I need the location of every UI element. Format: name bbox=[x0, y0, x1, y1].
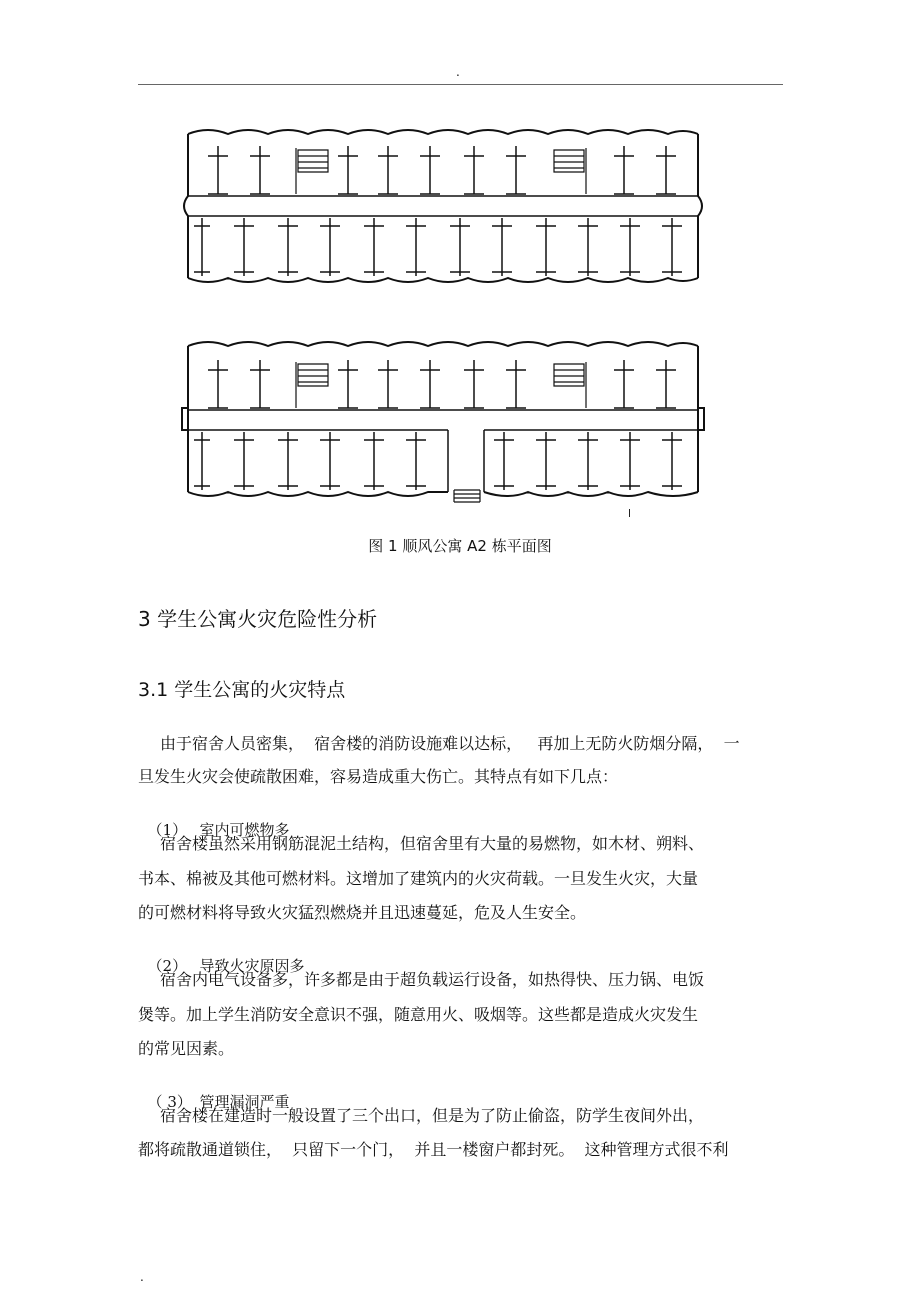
item-2-line-3: 的常见因素。 bbox=[138, 1039, 235, 1058]
item-2-line-2: 煲等。加上学生消防安全意识不强，随意用火、吸烟等。这些都是造成火灾发生 bbox=[138, 1005, 699, 1024]
item-2-line-1: 宿舍内电气设备多，许多都是由于超负载运行设备，如热得快、压力锅、电饭 bbox=[160, 970, 705, 989]
item-1-title: 室内可燃物多 bbox=[199, 821, 290, 839]
item-1-line-2: 书本、棉被及其他可燃材料。这增加了建筑内的火灾荷载。一旦发生火灾，大量 bbox=[138, 869, 699, 888]
section-title: 3 学生公寓火灾危险性分析 bbox=[138, 607, 378, 631]
intro-line-1: 由于宿舍人员密集， 宿舍楼的消防设施难以达标， 再加上无防火防烟分隔， 一 bbox=[160, 734, 740, 753]
header-rule bbox=[138, 84, 783, 85]
figure-caption: 图 1 顺风公寓 A2 栋平面图 bbox=[368, 537, 552, 555]
item-2-title: 导致火灾原因多 bbox=[199, 957, 305, 975]
floor-plan-upper bbox=[178, 126, 708, 286]
item-1-line-1: 宿舍楼虽然采用钢筋混泥土结构，但宿舍里有大量的易燃物，如木材、朔料、 bbox=[160, 834, 705, 853]
item-3-line-2: 都将疏散通道锁住， 只留下一个门， 并且一楼窗户都封死。 这种管理方式很不利 bbox=[138, 1140, 729, 1159]
item-3-title: 管理漏洞严重 bbox=[199, 1093, 290, 1111]
plan-ground-entrance bbox=[454, 490, 480, 502]
item-2-number: （2） bbox=[147, 957, 188, 975]
figure-tick-mark bbox=[629, 509, 630, 517]
subsection-title: 3.1 学生公寓的火灾特点 bbox=[138, 679, 346, 701]
floor-plan-ground bbox=[178, 338, 708, 504]
plan-ground-stairs bbox=[296, 362, 586, 408]
plan-ground-partitions bbox=[194, 360, 682, 490]
footer-mark: . bbox=[140, 1270, 144, 1284]
item-3-number: （ 3） bbox=[147, 1093, 192, 1111]
item-1-number: （1） bbox=[147, 821, 188, 839]
item-3-line-1: 宿舍楼在建造时一般设置了三个出口，但是为了防止偷盗，防学生夜间外出， bbox=[160, 1106, 705, 1125]
intro-line-2: 旦发生火灾会使疏散困难，容易造成重大伤亡。其特点有如下几点： bbox=[138, 767, 619, 786]
item-1-line-3: 的可燃材料将导致火灾猛烈燃烧并且迅速蔓延，危及人生安全。 bbox=[138, 903, 587, 922]
header-mark: . bbox=[456, 65, 460, 79]
plan-upper-stairs bbox=[296, 148, 586, 194]
plan-upper-partitions bbox=[194, 146, 682, 276]
